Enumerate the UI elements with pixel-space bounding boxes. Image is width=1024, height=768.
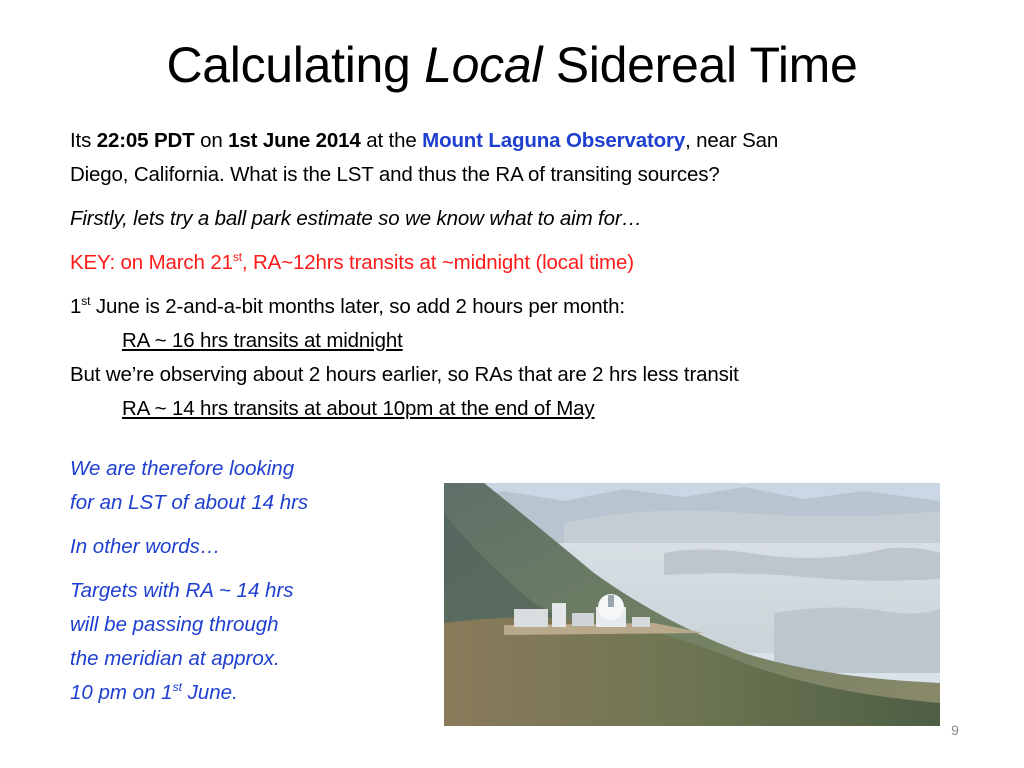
step-1-superscript: st (81, 294, 91, 309)
conclusion-para-3 (70, 574, 410, 710)
question-text-3: at the (360, 129, 423, 152)
conclusion-line-4: Targets with RA ~ 14 hrs (70, 579, 294, 602)
observatory-photo-illustration (444, 483, 940, 726)
result-1 (70, 324, 970, 358)
title-part-1: Calculating (166, 37, 425, 93)
step-2: But we’re observing about 2 hours earlier, so RAs that are 2 hrs less transit (70, 363, 739, 386)
conclusion-line-7-superscript: st (172, 680, 182, 695)
question-text-1: Its (70, 129, 97, 152)
key-suffix: , RA~12hrs transits at ~midnight (local time) (241, 251, 634, 274)
conclusion-line-7-prefix: 10 pm on 1 (70, 681, 173, 704)
conclusion-para-1 (70, 452, 410, 520)
conclusion-line-6: the meridian at approx. (70, 647, 280, 670)
slide-title (0, 30, 1024, 100)
estimate-intro: Firstly, lets try a ball park estimate so we know what to aim for… (70, 207, 642, 230)
observatory-building-2 (552, 603, 566, 627)
step-1-text: June is 2-and-a-bit months later, so add 2 hours per month: (90, 295, 625, 318)
step-1-number: 1 (70, 295, 82, 318)
question-date: 1st June 2014 (228, 129, 361, 152)
question-text-4: , near San (685, 129, 779, 152)
key-line (70, 246, 970, 280)
result-1-text: RA ~ 16 hrs transits at midnight (122, 329, 403, 352)
step-1 (70, 290, 970, 324)
observatory-name: Mount Laguna Observatory (422, 129, 686, 152)
observatory-photo (444, 483, 940, 726)
observatory-building-4 (632, 617, 650, 627)
question-text-2: on (194, 129, 229, 152)
result-2-text: RA ~ 14 hrs transits at about 10pm at the end of May (122, 397, 595, 420)
observatory-building-1 (514, 609, 548, 627)
conclusion-block (70, 452, 410, 710)
dome-slit (608, 595, 614, 607)
conclusion-para-2: In other words… (70, 535, 221, 558)
observatory-building-3 (572, 613, 594, 626)
key-superscript: st (232, 250, 242, 265)
right-ridge (774, 607, 940, 673)
question-line-2: Diego, California. What is the LST and thus the RA of transiting sources? (70, 163, 720, 186)
question-paragraph (70, 124, 970, 192)
result-2 (70, 392, 970, 426)
question-time: 22:05 PDT (96, 129, 195, 152)
slide-body (70, 124, 970, 426)
title-part-2-italic: Local (424, 37, 543, 93)
conclusion-line-1: We are therefore looking (70, 457, 295, 480)
slide-number: 9 (951, 722, 959, 738)
key-prefix: KEY: on March 21 (70, 251, 233, 274)
conclusion-line-2: for an LST of about 14 hrs (70, 491, 309, 514)
title-part-3: Sidereal Time (542, 37, 858, 93)
conclusion-line-5: will be passing through (70, 613, 279, 636)
conclusion-line-7-suffix: June. (181, 681, 238, 704)
